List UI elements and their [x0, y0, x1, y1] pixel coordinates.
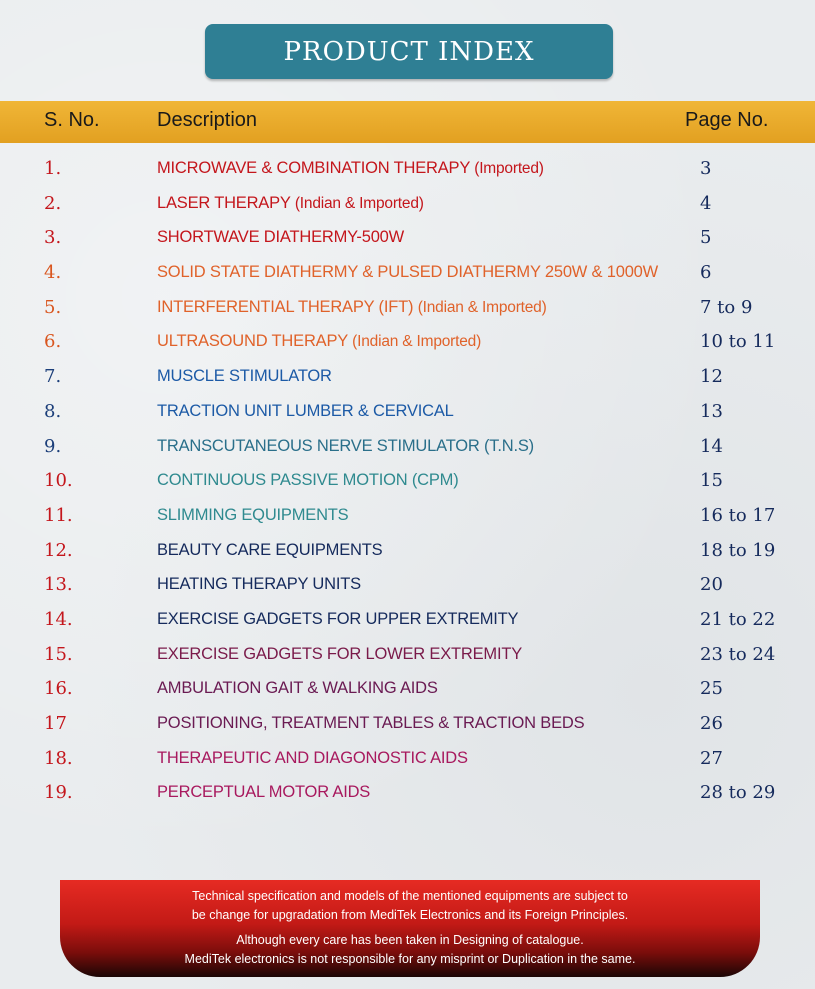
item-description-text: MUSCLE STIMULATOR — [157, 367, 332, 386]
footer-banner — [60, 880, 760, 977]
header-page: Page No. — [685, 109, 769, 131]
item-description-text: HEATING THERAPY UNITS — [157, 575, 361, 594]
page-title: PRODUCT INDEX — [283, 36, 535, 67]
item-note: (Indian & Imported) — [352, 333, 482, 351]
item-description — [157, 437, 534, 456]
item-page: 28 to 29 — [700, 782, 776, 804]
item-description — [157, 575, 361, 594]
item-description — [157, 679, 438, 698]
item-description-text: EXERCISE GADGETS FOR LOWER EXTREMITY — [157, 644, 523, 663]
item-number: 17 — [44, 713, 67, 734]
list-item — [0, 536, 815, 571]
list-item — [0, 189, 815, 224]
item-page: 23 to 24 — [700, 643, 776, 665]
item-description — [157, 645, 522, 664]
header-sno: S. No. — [44, 109, 100, 131]
item-description — [157, 749, 468, 768]
list-item — [0, 778, 815, 813]
footer-line-1: Technical specification and models of the mentioned equipments are subject to — [192, 889, 628, 903]
item-number: 3. — [44, 227, 62, 249]
item-page: 18 to 19 — [700, 539, 776, 561]
item-number: 13. — [44, 574, 73, 596]
item-page: 21 to 22 — [700, 608, 776, 630]
item-page: 6 — [700, 262, 712, 284]
item-number: 14. — [44, 608, 73, 630]
item-number: 1. — [44, 158, 62, 179]
item-description-text: TRANSCUTANEOUS NERVE STIMULATOR (T.N.S) — [157, 436, 534, 455]
item-number: 2. — [44, 192, 62, 214]
list-item — [0, 154, 815, 189]
item-page: 16 to 17 — [700, 504, 776, 526]
item-description-text: THERAPEUTIC AND DIAGONOSTIC AIDS — [157, 748, 468, 767]
item-number: 4. — [44, 262, 62, 284]
item-number: 5. — [44, 296, 62, 318]
footer-line-3: Although every care has been taken in Designing of catalogue. — [236, 933, 584, 947]
item-description — [157, 298, 547, 317]
item-number: 7. — [44, 366, 62, 388]
item-page: 25 — [700, 678, 723, 700]
table-header — [0, 101, 815, 143]
list-item — [0, 223, 815, 258]
list-item — [0, 397, 815, 432]
footer-line-2: be change for upgradation from MediTek Electronics and its Foreign Principles. — [191, 908, 629, 922]
list-item — [0, 501, 815, 536]
item-description-text: SOLID STATE DIATHERMY & PULSED DIATHERMY 250W & 1000W — [157, 263, 659, 282]
item-number: 9. — [44, 435, 62, 457]
item-description — [157, 332, 481, 351]
title-box — [205, 24, 613, 79]
list-item — [0, 640, 815, 675]
list-item — [0, 258, 815, 293]
item-description-text: LASER THERAPY — [157, 193, 291, 212]
list-item — [0, 327, 815, 362]
list-item — [0, 362, 815, 397]
item-description-text: SHORTWAVE DIATHERMY-500W — [157, 228, 405, 247]
item-page: 20 — [700, 574, 723, 596]
item-page: 13 — [700, 400, 723, 422]
item-page: 4 — [700, 192, 712, 214]
item-description-text: TRACTION UNIT LUMBER & CERVICAL — [157, 401, 454, 420]
list-item — [0, 744, 815, 779]
item-description — [157, 541, 382, 560]
item-description — [157, 263, 658, 282]
item-note: (Imported) — [474, 160, 544, 177]
item-description-text: PERCEPTUAL MOTOR AIDS — [157, 783, 371, 802]
item-number: 19. — [44, 782, 73, 804]
list-item — [0, 674, 815, 709]
item-page: 3 — [700, 158, 712, 179]
list-item — [0, 466, 815, 501]
item-description — [157, 471, 459, 490]
item-description-text: CONTINUOUS PASSIVE MOTION (CPM) — [157, 471, 459, 490]
item-page: 15 — [700, 470, 723, 492]
list-item — [0, 570, 815, 605]
item-number: 16. — [44, 678, 73, 700]
list-item — [0, 709, 815, 744]
index-list — [0, 154, 815, 813]
item-page: 26 — [700, 713, 723, 734]
item-number: 11. — [44, 504, 73, 526]
item-note: (Indian & Imported) — [417, 298, 547, 316]
item-description-text: EXERCISE GADGETS FOR UPPER EXTREMITY — [157, 609, 519, 628]
item-description — [157, 194, 424, 213]
item-number: 15. — [44, 643, 73, 665]
item-description — [157, 159, 544, 178]
item-description-text: ULTRASOUND THERAPY — [157, 332, 348, 351]
item-description — [157, 506, 348, 525]
item-description — [157, 783, 370, 802]
item-description-text: AMBULATION GAIT & WALKING AIDS — [157, 679, 438, 698]
item-description-text: POSITIONING, TREATMENT TABLES & TRACTION BEDS — [157, 714, 585, 732]
item-number: 18. — [44, 747, 73, 769]
header-description: Description — [157, 109, 258, 131]
item-description — [157, 402, 454, 421]
item-description-text: BEAUTY CARE EQUIPMENTS — [157, 540, 383, 559]
item-number: 12. — [44, 539, 73, 561]
item-page: 27 — [700, 747, 723, 769]
item-page: 7 to 9 — [700, 296, 753, 318]
item-note: (Indian & Imported) — [294, 194, 424, 212]
footer-line-4: MediTek electronics is not responsible for any misprint or Duplication in the same. — [184, 952, 636, 966]
item-description — [157, 367, 332, 386]
list-item — [0, 605, 815, 640]
item-number: 10. — [44, 470, 73, 492]
item-description — [157, 228, 404, 247]
item-number: 8. — [44, 400, 62, 422]
item-page: 12 — [700, 366, 723, 388]
item-description — [157, 714, 584, 733]
item-page: 14 — [700, 435, 723, 457]
item-number: 6. — [44, 331, 62, 353]
item-description-text: SLIMMING EQUIPMENTS — [157, 505, 349, 524]
list-item — [0, 432, 815, 467]
list-item — [0, 293, 815, 328]
item-description-text: INTERFERENTIAL THERAPY (IFT) — [157, 297, 414, 316]
item-page: 10 to 11 — [700, 331, 776, 353]
item-description-text: MICROWAVE & COMBINATION THERAPY — [157, 159, 470, 177]
item-description — [157, 610, 518, 629]
item-page: 5 — [700, 227, 712, 249]
